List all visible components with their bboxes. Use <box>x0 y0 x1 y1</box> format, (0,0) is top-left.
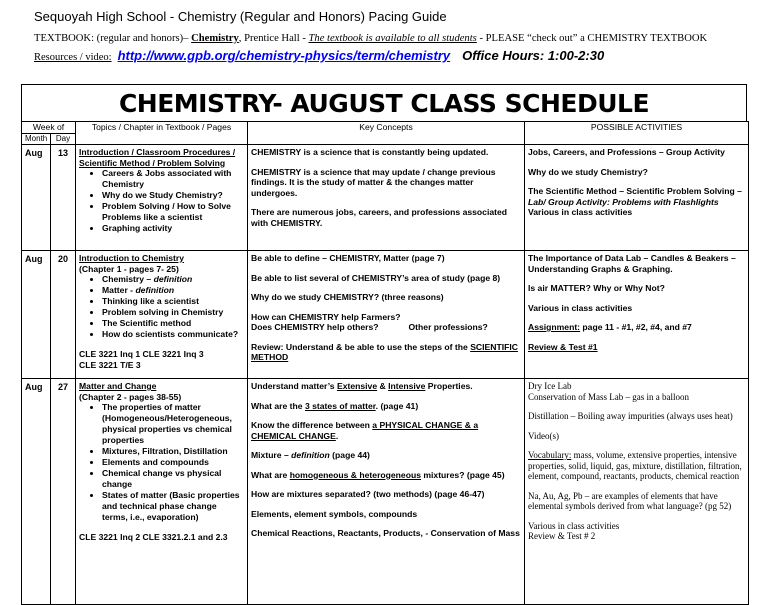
concept-text: There are numerous jobs, careers, and professions associated with CHEMISTRY. <box>251 207 507 228</box>
activity-text: The Importance of Data Lab – Candles & Beakers – Understanding Graphs & Graphing. <box>528 253 736 274</box>
cle-code: CLE 3221 T/E 3 <box>79 359 141 370</box>
list-item: • Mixtures, Filtration, Distillation <box>102 446 244 457</box>
topics-cell <box>76 379 248 605</box>
resources-line <box>34 48 604 63</box>
activity-text: Review & Test #1 <box>528 341 598 352</box>
activity-text: Jobs, Careers, and Professions – Group Activity <box>528 147 725 157</box>
schedule-title: CHEMISTRY- AUGUST CLASS SCHEDULE <box>118 89 650 118</box>
list-item-text: Matter - <box>102 285 136 295</box>
activity-text: The Scientific Method – Scientific Problem Solving – <box>528 186 742 196</box>
list-item <box>102 285 244 296</box>
topic-subtitle: (Chapter 2 - pages 38-55) <box>79 391 182 402</box>
concepts-cell <box>248 145 525 251</box>
topic-title: Introduction to Chemistry <box>79 253 185 263</box>
list-item: • Problem solving in Chemistry <box>102 307 244 318</box>
topic-list <box>79 274 244 340</box>
day-cell: 27 <box>51 379 76 605</box>
month-cell: Aug <box>22 251 51 379</box>
activity-text: Various in class activities <box>528 207 633 217</box>
activity-text: Distillation – Boiling away impurities (always uses heat) <box>528 411 733 421</box>
list-item: • The Scientific method <box>102 318 244 329</box>
list-item: • How do scientists communicate? <box>102 329 244 340</box>
textbook-prefix: TEXTBOOK: (regular and honors)– <box>34 33 192 44</box>
concept-text: CHEMISTRY is a science that may update / change previous findings. It is the study of matter & the changes matter undergoes. <box>251 166 496 198</box>
activity-text: Why do we study Chemistry? <box>528 166 648 177</box>
activity-text: page 11 - #1, #2, #4, and #7 <box>580 322 692 332</box>
concept-text: What are homogeneous & heterogeneous mixtures? (page 45) <box>251 469 505 480</box>
concept-text: Review: Understand & be able to use the steps of the <box>251 341 471 352</box>
topic-list <box>79 402 244 523</box>
activity-text: Video(s) <box>528 430 559 441</box>
concept-text: Be able to define – CHEMISTRY, Matter (page 7) <box>251 253 445 263</box>
activity-text: Vocabulary: mass, volume, extensive properties, intensive properties, solid, liquid, gas, mixture, distillation, filtration, element, compound, reactants, products, chemical reaction <box>528 450 742 481</box>
list-item: • Careers & Jobs associated with Chemistry <box>102 168 244 190</box>
schedule-table <box>21 121 749 605</box>
activity-text: Conservation of Mass Lab – gas in a balloon <box>528 391 689 402</box>
month-cell: Aug <box>22 379 51 605</box>
list-item: • Problem Solving / How to Solve Problems like a scientist <box>102 201 244 223</box>
textbook-publisher: , Prentice Hall - <box>238 33 309 44</box>
topic-list <box>79 168 244 234</box>
month-header: Month <box>22 134 51 145</box>
activities-header: POSSIBLE ACTIVITIES <box>525 122 749 145</box>
textbook-suffix: - PLEASE “check out” a CHEMISTRY TEXTBOOK <box>476 33 708 44</box>
cle-code: CLE 3221 Inq 2 CLE 3321.2.1 and 2.3 <box>79 532 228 542</box>
day-header: Day <box>51 134 76 145</box>
topic-title-2: Scientific Method / Problem Solving <box>79 157 226 168</box>
concept-text: Be able to list several of CHEMISTRY’s area of study (page 8) <box>251 272 501 283</box>
concept-text: How are mixtures separated? (two methods) (page 46-47) <box>251 489 485 499</box>
activity-text-italic: Lab/ Group Activity: Problems with Flashlights <box>528 196 719 207</box>
concept-text: Know the difference between a PHYSICAL CHANGE & a CHEMICAL CHANGE. <box>251 420 479 441</box>
concept-text: How can CHEMISTRY help Farmers? <box>251 311 401 322</box>
activity-text: Various in class activities <box>528 302 633 313</box>
activity-text: Various in class activities <box>528 520 620 531</box>
textbook-line <box>34 33 707 44</box>
textbook-name: Chemistry <box>191 33 239 44</box>
textbook-note: The textbook is available to all students <box>308 33 477 44</box>
table-row <box>22 379 749 605</box>
month-cell: Aug <box>22 145 51 251</box>
list-item: • Graphing activity <box>102 223 244 234</box>
concept-text: What are the 3 states of matter. (page 41) <box>251 400 419 411</box>
activities-cell <box>525 379 749 605</box>
table-row <box>22 145 749 251</box>
activities-cell <box>525 145 749 251</box>
activity-text: Is air MATTER? Why or Why Not? <box>528 283 665 293</box>
office-hours: Office Hours: 1:00-2:30 <box>462 48 605 63</box>
list-item: • Why do we Study Chemistry? <box>102 190 244 201</box>
list-item: • Thinking like a scientist <box>102 296 244 307</box>
list-item-italic: definition <box>135 285 175 295</box>
concept-text: Does CHEMISTRY help others? <box>251 322 379 332</box>
activity-text: Review & Test # 2 <box>528 531 596 541</box>
concept-text: Why do we study CHEMISTRY? (three reasons) <box>251 292 444 302</box>
schedule-title-box <box>21 84 747 122</box>
topic-title: Introduction / Classroom Procedures / <box>79 147 236 157</box>
topic-title: Matter and Change <box>79 381 157 391</box>
list-item: • States of matter (Basic properties and technical phase change terms, i.e., evaporation) <box>102 490 244 523</box>
day-cell: 13 <box>51 145 76 251</box>
concepts-cell <box>248 251 525 379</box>
activity-text: Na, Au, Ag, Pb – are examples of elements that have elemental symbols derived from what language? (pg 52) <box>528 490 732 511</box>
assignment-label: Assignment: <box>528 322 581 332</box>
list-item-italic: definition <box>153 274 193 284</box>
school-title: Sequoyah High School - Chemistry (Regular and Honors) Pacing Guide <box>34 9 447 24</box>
activity-text: Dry Ice Lab <box>528 381 572 391</box>
concept-text: Mixture – definition (page 44) <box>251 450 370 460</box>
concept-text: CHEMISTRY is a science that is constantly being updated. <box>251 147 489 157</box>
resources-label: Resources / video: <box>34 52 112 63</box>
topics-header: Topics / Chapter in Textbook / Pages <box>76 122 248 145</box>
list-item <box>102 274 244 285</box>
list-item: • Chemical change vs physical change <box>102 468 244 490</box>
cle-code: CLE 3221 Inq 1 CLE 3221 Inq 3 <box>79 349 204 359</box>
topic-subtitle: (Chapter 1 - pages 7- 25) <box>79 263 179 274</box>
concept-text: Other professions? <box>408 322 488 332</box>
header-row <box>22 122 749 134</box>
list-item-text: Chemistry – <box>102 274 154 284</box>
key-concepts-header: Key Concepts <box>248 122 525 145</box>
day-cell: 20 <box>51 251 76 379</box>
topics-cell <box>76 251 248 379</box>
concepts-cell <box>248 379 525 605</box>
table-row <box>22 251 749 379</box>
activities-cell <box>525 251 749 379</box>
topics-cell <box>76 145 248 251</box>
concept-text-underline: SCIENTIFIC METHOD <box>251 341 518 362</box>
concept-text: Understand matter’s Extensive & Intensive Properties. <box>251 381 473 391</box>
list-item: • Elements and compounds <box>102 457 244 468</box>
resources-link[interactable]: http://www.gpb.org/chemistry-physics/term/chemistry <box>117 48 451 63</box>
concept-text: Elements, element symbols, compounds <box>251 508 418 519</box>
list-item: • The properties of matter (Homogeneous/Heterogeneous, physical properties vs chemical properties <box>102 402 244 446</box>
week-of-header: Week of <box>22 122 76 134</box>
concept-text: Chemical Reactions, Reactants, Products, - Conservation of Mass <box>251 528 520 538</box>
